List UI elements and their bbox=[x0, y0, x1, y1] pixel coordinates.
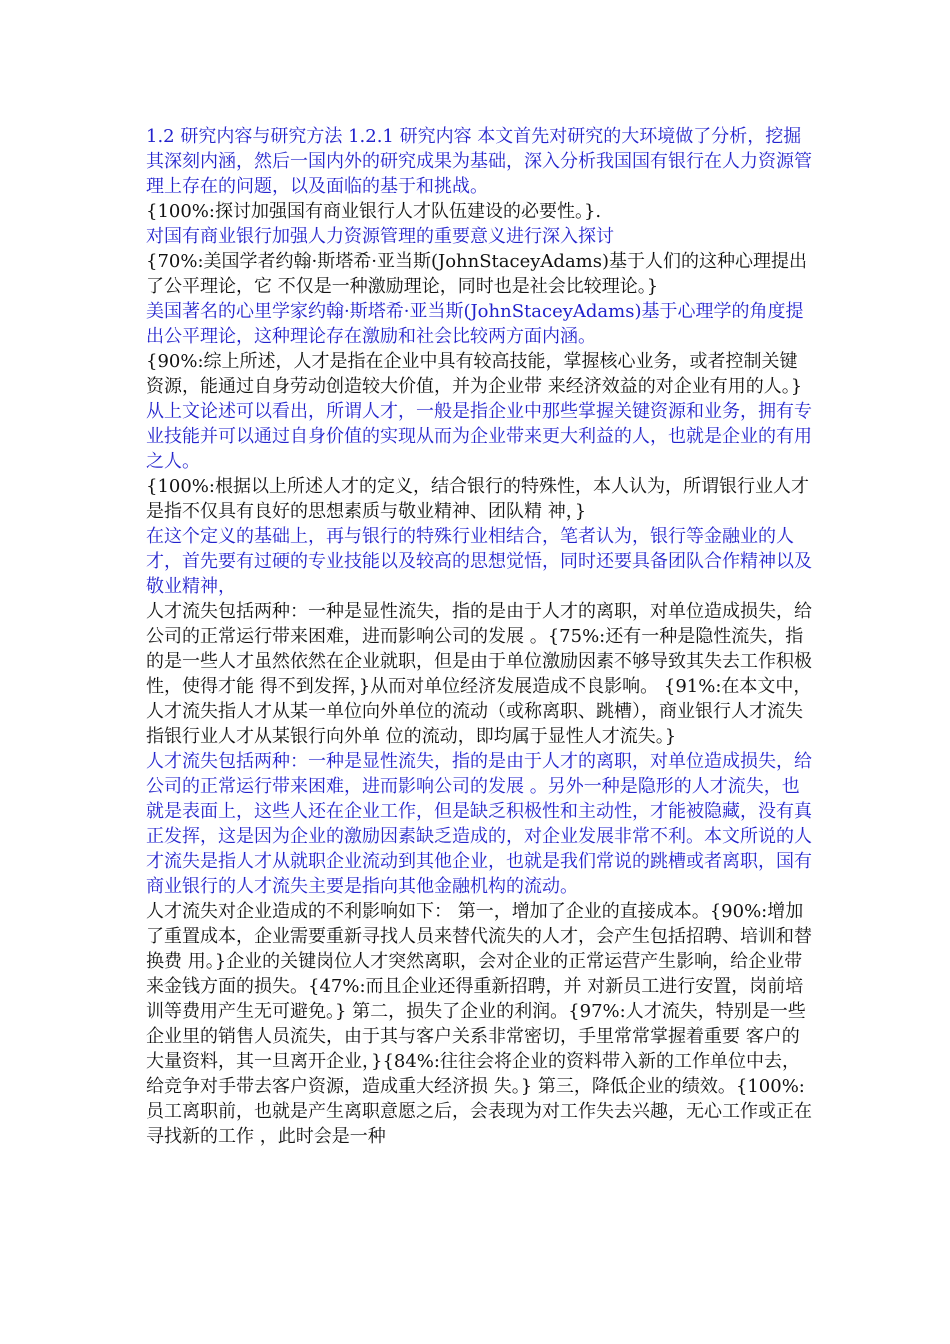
paragraph-bank-talent: 在这个定义的基础上，再与银行的特殊行业相结合，笔者认为，银行等金融业的人才，首先要有过硬的专业技能以及较高的思想觉悟，同时还要具备团队合作精神以及敬业精神， bbox=[146, 526, 812, 597]
paragraph-negative-impacts: 人才流失对企业造成的不利影响如下： 第一，增加了企业的直接成本。{90%:增加了重置成本，企业需要重新寻找人员来替代流失的人才，会产生包括招聘、培训和替换费 用。}企业的关键岗位人才突然离职，会对企业的正常运营产生影响，给企业带来金钱方面的损失。{47%:而且企业还得重新招聘，并 对新员工进行安置，岗前培训等费用产生无可避免。} 第二，损失了企业的利润。{97%:人才流失，特别是一些企业里的销售人员流失，由于其与客户关系非常密切，手里常常掌握着重要 客户的大量资料，其一旦离开企业，}{84%:往往会将企业的资料带入新的工作单位中去，给竞争对手带去客户资源，造成重大经济损 失。} 第三，降低企业的绩效。{100%:员工离职前，也就是产生离职意愿之后，会表现为对工作失去兴趣，无心工作或正在寻找新的工作 ，此时会是一种 bbox=[146, 901, 812, 1147]
paragraph-research-content: 1.2 研究内容与研究方法 1.2.1 研究内容 本文首先对研究的大环境做了分析，挖掘其深刻内涵，然后一国内外的研究成果为基础，深入分析我国国有银行在人力资源管理上存在的问题，以及面临的基于和挑战。 bbox=[146, 126, 812, 197]
paragraph-citation-talent-loss: 人才流失包括两种：一种是显性流失，指的是由于人才的离职，对单位造成损失，给公司的正常运行带来困难，进而影响公司的发展 。{75%:还有一种是隐性流失，指的是一些人才虽然依然在企业就职，但是由于单位激励因素不够导致其失去工作积极性，使得才能 得不到发挥，}从而对单位经济发展造成不良影响。 {91%:在本文中，人才流失指人才从某一单位向外单位的流动（或称离职、跳槽），商业银行人才流失指银行业人才从某银行向外单 位的流动，即均属于显性人才流失。} bbox=[146, 601, 812, 747]
paragraph-importance: 对国有商业银行加强人力资源管理的重要意义进行深入探讨 bbox=[146, 226, 614, 247]
paragraph-equity-theory: 美国著名的心里学家约翰·斯塔希·亚当斯(JohnStaceyAdams)基于心理学的角度提出公平理论，这种理论存在激励和社会比较两方面内涵。 bbox=[146, 301, 804, 347]
document-body bbox=[146, 124, 814, 1149]
paragraph-talent-loss: 人才流失包括两种：一种是显性流失，指的是由于人才的离职，对单位造成损失，给公司的正常运行带来困难，进而影响公司的发展 。另外一种是隐形的人才流失，也就是表面上，这些人还在企业工作，但是缺乏积极性和主动性，才能被隐藏，没有真正发挥，这是因为企业的激励因素缺乏造成的，对企业发展非常不利。本文所说的人才流失是指人才从就职企业流动到其他企业，也就是我们常说的跳槽或者离职，国有商业银行的人才流失主要是指向其他金融机构的流动。 bbox=[146, 751, 812, 897]
paragraph-talent-definition: 从上文论述可以看出，所谓人才，一般是指企业中那些掌握关键资源和业务，拥有专业技能并可以通过自身价值的实现从而为企业带来更大利益的人，也就是企业的有用之人。 bbox=[146, 401, 812, 472]
paragraph-citation-equity-theory: {70%:美国学者约翰·斯塔希·亚当斯(JohnStaceyAdams)基于人们的这种心理提出了公平理论，它 不仅是一种激励理论，同时也是社会比较理论。} bbox=[146, 251, 808, 297]
paragraph-citation-talent-definition: {90%:综上所述，人才是指在企业中具有较高技能，掌握核心业务，或者控制关键资源，能通过自身劳动创造较大价值，并为企业带 来经济效益的对企业有用的人。} bbox=[146, 351, 803, 397]
paragraph-citation-necessity: {100%:探讨加强国有商业银行人才队伍建设的必要性。}. bbox=[146, 201, 602, 222]
paragraph-citation-bank-talent: {100%:根据以上所述人才的定义，结合银行的特殊性，本人认为，所谓银行业人才是指不仅具有良好的思想素质与敬业精神、团队精 神，} bbox=[146, 476, 809, 522]
